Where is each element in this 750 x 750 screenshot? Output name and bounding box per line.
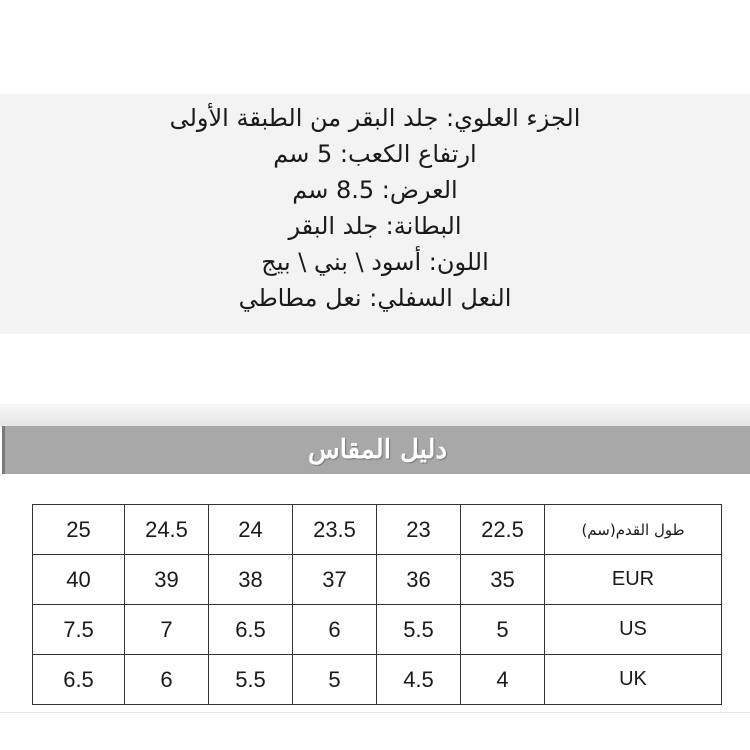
table-row-eur	[33, 555, 722, 605]
table-cell: 6.5	[209, 605, 293, 655]
spec-width: العرض: 8.5 سم	[292, 176, 458, 204]
table-cell: 40	[33, 555, 125, 605]
spec-sole: النعل السفلي: نعل مطاطي	[238, 284, 512, 312]
table-cell: 5.5	[209, 655, 293, 705]
row-label-us: US	[545, 605, 722, 655]
row-label-foot-length: طول القدم(سم)	[545, 505, 722, 555]
row-label-uk: UK	[545, 655, 722, 705]
table-row-uk	[33, 655, 722, 705]
spec-color: اللون: أسود \ بني \ بيج	[261, 248, 489, 276]
table-cell: 6	[125, 655, 209, 705]
table-cell: 6	[293, 605, 377, 655]
table-cell: 39	[125, 555, 209, 605]
table-cell: 36	[377, 555, 461, 605]
table-cell: 25	[33, 505, 125, 555]
table-cell: 5.5	[377, 605, 461, 655]
spec-panel	[0, 94, 750, 334]
size-guide-banner	[2, 426, 750, 474]
table-cell: 24.5	[125, 505, 209, 555]
size-guide-title: دليل المقاس	[307, 435, 448, 465]
table-cell: 24	[209, 505, 293, 555]
row-label-eur: EUR	[545, 555, 722, 605]
spec-heel-height: ارتفاع الكعب: 5 سم	[273, 140, 477, 168]
table-cell: 7.5	[33, 605, 125, 655]
size-chart-table	[32, 504, 722, 705]
table-cell: 7	[125, 605, 209, 655]
table-cell: 35	[461, 555, 545, 605]
table-cell: 4.5	[377, 655, 461, 705]
table-cell: 37	[293, 555, 377, 605]
bottom-divider	[0, 712, 750, 713]
table-cell: 38	[209, 555, 293, 605]
table-row-us	[33, 605, 722, 655]
table-cell: 5	[461, 605, 545, 655]
spec-upper-material: الجزء العلوي: جلد البقر من الطبقة الأولى	[169, 104, 581, 132]
table-row-foot-length	[33, 505, 722, 555]
table-cell: 6.5	[33, 655, 125, 705]
table-cell: 5	[293, 655, 377, 705]
table-cell: 4	[461, 655, 545, 705]
table-cell: 22.5	[461, 505, 545, 555]
table-cell: 23.5	[293, 505, 377, 555]
section-divider-band	[0, 404, 750, 426]
table-cell: 23	[377, 505, 461, 555]
spec-lining: البطانة: جلد البقر	[288, 212, 462, 240]
